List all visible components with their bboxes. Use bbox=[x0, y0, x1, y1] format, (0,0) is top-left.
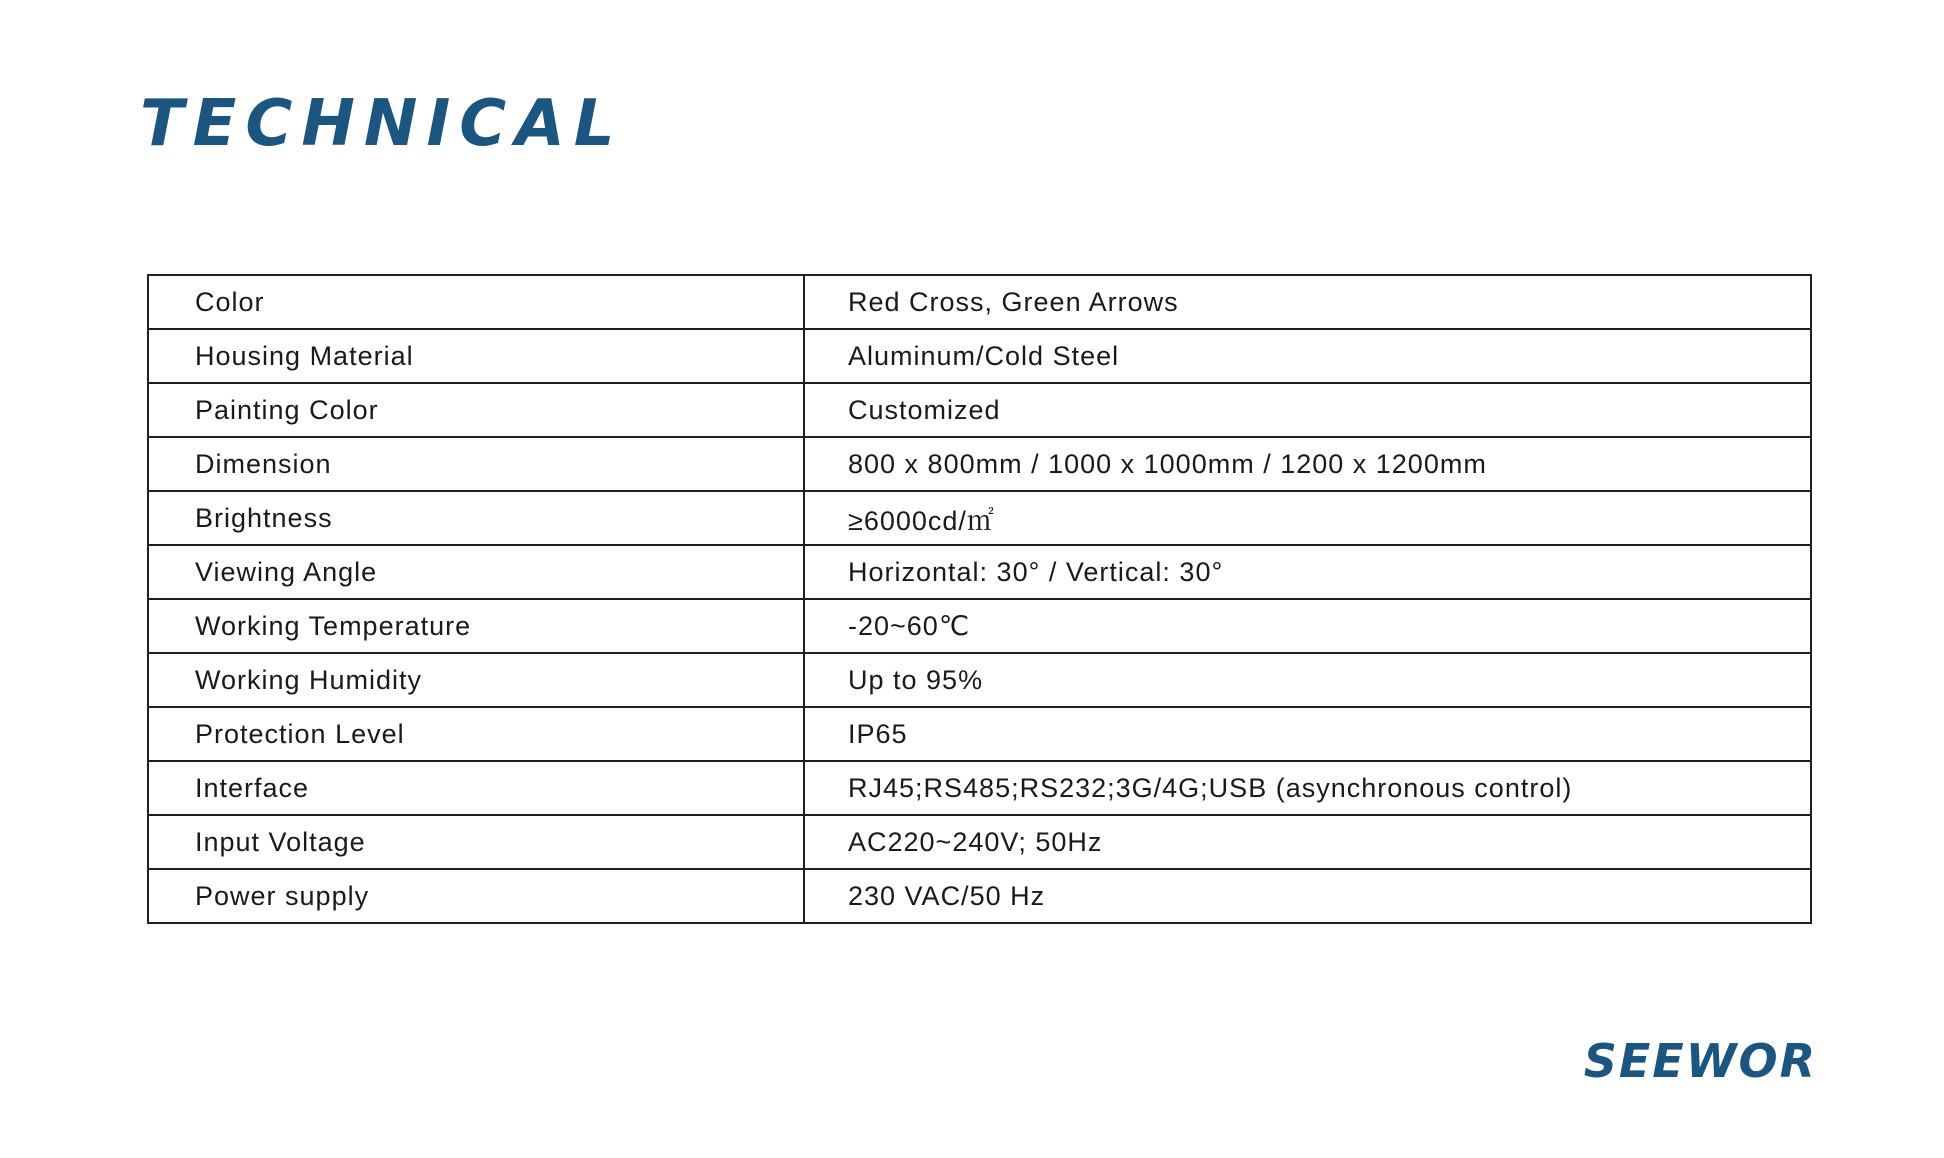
spec-value: Up to 95% bbox=[804, 653, 1811, 707]
spec-label: Input Voltage bbox=[148, 815, 804, 869]
table-row bbox=[148, 653, 1811, 707]
spec-label: Protection Level bbox=[148, 707, 804, 761]
spec-label: Working Temperature bbox=[148, 599, 804, 653]
spec-label: Viewing Angle bbox=[148, 545, 804, 599]
table-row bbox=[148, 545, 1811, 599]
spec-label: Interface bbox=[148, 761, 804, 815]
table-row bbox=[148, 599, 1811, 653]
spec-value: 230 VAC/50 Hz bbox=[804, 869, 1811, 923]
table-row bbox=[148, 707, 1811, 761]
table-row bbox=[148, 437, 1811, 491]
table-row bbox=[148, 275, 1811, 329]
spec-value: Customized bbox=[804, 383, 1811, 437]
spec-label: Housing Material bbox=[148, 329, 804, 383]
table-row bbox=[148, 491, 1811, 545]
spec-table bbox=[147, 274, 1812, 924]
spec-value: AC220~240V; 50Hz bbox=[804, 815, 1811, 869]
table-row bbox=[148, 383, 1811, 437]
spec-value: Aluminum/Cold Steel bbox=[804, 329, 1811, 383]
table-row bbox=[148, 761, 1811, 815]
table-row bbox=[148, 329, 1811, 383]
spec-value: -20~60℃ bbox=[804, 599, 1811, 653]
table-row bbox=[148, 815, 1811, 869]
spec-label: Power supply bbox=[148, 869, 804, 923]
table-row bbox=[148, 869, 1811, 923]
page-title: TECHNICAL bbox=[140, 87, 624, 161]
brand-logo: SEEWOR bbox=[1583, 1034, 1817, 1088]
spec-label: Dimension bbox=[148, 437, 804, 491]
spec-value: IP65 bbox=[804, 707, 1811, 761]
spec-value: Horizontal: 30° / Vertical: 30° bbox=[804, 545, 1811, 599]
spec-value: 800 x 800mm / 1000 x 1000mm / 1200 x 1200mm bbox=[804, 437, 1811, 491]
spec-value: RJ45;RS485;RS232;3G/4G;USB (asynchronous control) bbox=[804, 761, 1811, 815]
spec-value: Red Cross, Green Arrows bbox=[804, 275, 1811, 329]
spec-label: Working Humidity bbox=[148, 653, 804, 707]
spec-label: Brightness bbox=[148, 491, 804, 545]
spec-label: Painting Color bbox=[148, 383, 804, 437]
spec-value: ≥6000cd/㎡ bbox=[804, 491, 1811, 545]
spec-label: Color bbox=[148, 275, 804, 329]
